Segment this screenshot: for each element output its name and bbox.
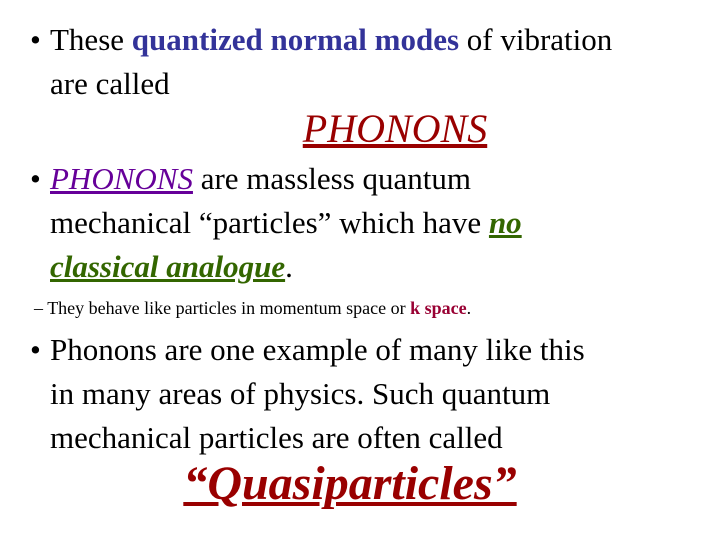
text: mechanical “particles” which have <box>50 205 489 240</box>
bullet-quantized-modes <box>30 18 612 106</box>
sub-bullet-k-space <box>34 294 471 322</box>
phonons-heading: PHONONS <box>302 106 488 151</box>
emphasis-phonons: PHONONS <box>50 161 193 196</box>
bullet-line <box>50 18 612 62</box>
bullet-line: are called <box>50 66 170 101</box>
bullet-marker: • <box>30 332 41 367</box>
quasiparticles-heading: “Quasiparticles” <box>183 457 517 510</box>
bullet-marker: • <box>30 22 41 57</box>
sub-bullet-marker: – <box>34 298 43 318</box>
emphasis-classical-analogue: classical analogue <box>50 249 286 284</box>
emphasis-k-space: k space <box>410 298 467 318</box>
text: These <box>50 22 132 57</box>
text: . <box>466 298 472 318</box>
bullet-line <box>50 157 522 201</box>
text: . <box>285 249 293 284</box>
bullet-line: Phonons are one example of many like this <box>50 332 585 367</box>
bullet-line: in many areas of physics. Such quantum <box>50 376 551 411</box>
bullet-quasiparticles <box>30 328 585 460</box>
bullet-line <box>50 201 522 245</box>
bullet-line <box>50 245 522 289</box>
bullet-line: mechanical particles are often called <box>50 420 503 455</box>
emphasis-quantized-normal-modes: quantized normal modes <box>131 22 460 57</box>
text: of vibration <box>459 22 613 57</box>
bullet-phonons-massless <box>30 157 522 289</box>
bullet-marker: • <box>30 161 41 196</box>
text: are massless quantum <box>192 161 472 196</box>
text: They behave like particles in momentum space or <box>47 298 411 318</box>
emphasis-no: no <box>488 205 522 240</box>
